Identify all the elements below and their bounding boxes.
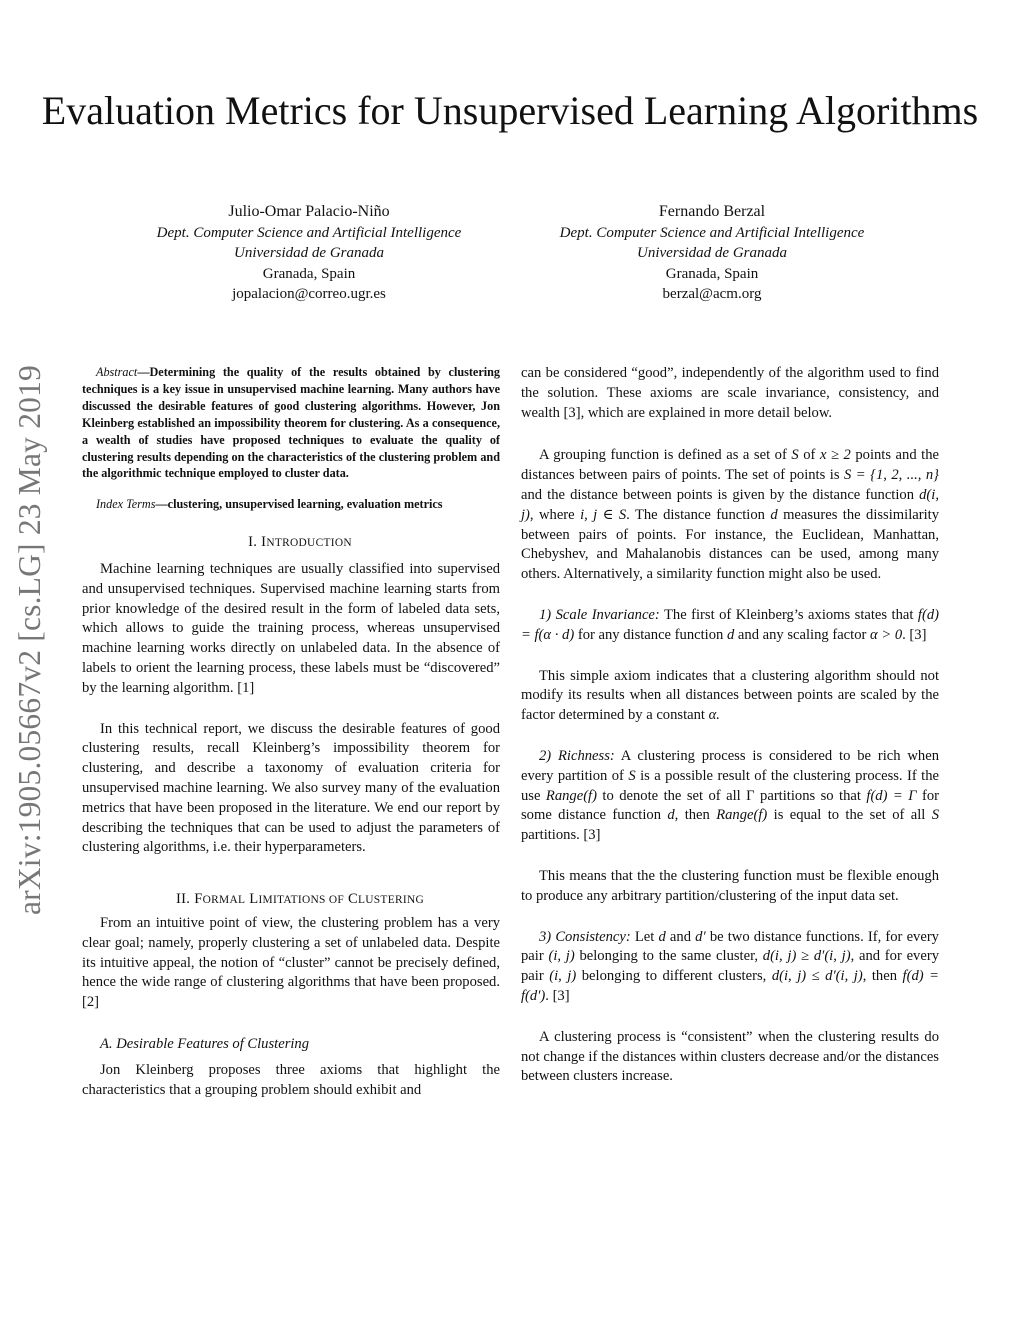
abstract-text: —Determining the quality of the results obtained by clustering techniques is a key issue in unsupervised machine learning. Many authors have discussed the desirable features of good clustering algorithms. However, Jon Kleinberg established an impossibility theorem for clustering. As a consequence, a wealth of studies have proposed techniques to evaluate the quality of clustering results depending on the characteristics of the clustering problem and the algorithmic technique employed to cluster data.: [82, 365, 500, 481]
arxiv-stamp-text: arXiv:1905.05667v2 [cs.LG] 23 May 2019: [12, 364, 47, 916]
right-paragraph-0: can be considered “good”, independently of the algorithm used to find the solution. These axioms are scale invariance, consistency, and wealth [3], which are explained in more detail below.: [521, 365, 939, 421]
author-name: Julio-Omar Palacio-Niño: [228, 203, 390, 220]
richness-heading: 2) Richness:: [539, 747, 615, 764]
scale-invariance-paragraph: 1) Scale Invariance: The first of Kleinberg’s axioms states that f(d) = f(α · d) for any distance function d and any scaling factor α > 0. [3]: [521, 606, 939, 643]
paper-title: Evaluation Metrics for Unsupervised Learning Algorithms: [41, 88, 979, 133]
grouping-function-paragraph: A grouping function is defined as a set of S of x ≥ 2 points and the distances between pairs of points. The set of points is S = {1, 2, ..., n} and the distance between points is given by the distance function d(i, j), where i, j ∈ S. The distance function d measures the dissimilarity between pairs of points. For instance, the Euclidean, Manhattan, Chebyshev, and Mahalanobis distances can be used, among many others. Alternatively, a similarity function might also be used.: [521, 447, 940, 583]
author-city: Granada, Spain: [262, 265, 356, 282]
subsection-heading-desirable-features: A. Desirable Features of Clustering: [100, 1035, 310, 1052]
index-terms-label: Index Terms: [96, 497, 156, 512]
scale-invariance-explanation: This simple axiom indicates that a clustering algorithm should not modify its results when all distances between points are scaled by the factor determined by a constant α.: [521, 667, 939, 724]
scale-invariance-heading: 1) Scale Invariance:: [539, 606, 660, 623]
author-name: Fernando Berzal: [658, 203, 766, 220]
consistency-paragraph: 3) Consistency: Let d and d′ be two distance functions. If, for every pair (i, j) belonging to the same cluster, d(i, j) ≥ d′(i, j), and for every pair (i, j) belonging to different clusters, d(i, j) ≤ d′(i, j), then f(d) = f(d′). [3]: [521, 928, 939, 1004]
intro-paragraph-1: Machine learning techniques are usually classified into supervised and unsupervised techniques. Supervised machine learning starts from prior knowledge of the desired result in the form of labeled data sets, which allows to guide the training process, whereas unsupervised machine learning works directly on unlabeled data. In the absence of labels to orient the learning process, these labels must be “discovered” by the learning algorithm. [1]: [82, 561, 500, 696]
intro-paragraph-2: In this technical report, we discuss the desirable features of good clustering results, recall Kleinberg’s impossibility theorem for clustering, and describe a taxonomy of evaluation criteria for unsupervised machine learning. We also survey many of the evaluation metrics that have been proposed in the literature. We end our report by describing the techniques that can be used to adjust the parameters of clustering algorithms, i.e. their hyperparameters.: [82, 720, 500, 856]
abstract: [82, 364, 500, 482]
index-terms: [82, 496, 500, 513]
author-city: Granada, Spain: [665, 265, 759, 282]
right-column: [521, 364, 939, 1087]
section-heading-formal-limitations: II. FORMAL LIMITATIONS OF CLUSTERING: [175, 891, 424, 908]
abstract-label: Abstract: [96, 365, 138, 379]
section-heading-introduction: I. INTRODUCTION: [248, 534, 352, 551]
author-block-2: [512, 202, 912, 305]
author-block-1: [109, 202, 509, 305]
consistency-explanation: A clustering process is “consistent” when the clustering results do not change if the distances within clusters decrease and/or the distances between clusters increase.: [521, 1028, 939, 1085]
author-email[interactable]: berzal@acm.org: [662, 286, 762, 302]
consistency-heading: 3) Consistency:: [539, 928, 631, 945]
formal-paragraph-1: From an intuitive point of view, the clustering problem has a very clear goal; namely, properly clustering a set of unlabeled data. Despite its intuitive appeal, the notion of “cluster” cannot be precisely defined, hence the wide range of clustering algorithms that have been proposed. [2]: [82, 915, 500, 1011]
author-university: Universidad de Granada: [234, 245, 384, 261]
index-terms-text: —clustering, unsupervised learning, evaluation metrics: [155, 497, 443, 512]
author-dept: Dept. Computer Science and Artificial Intelligence: [156, 224, 462, 241]
desirable-paragraph-1: Jon Kleinberg proposes three axioms that highlight the characteristics that a grouping problem should exhibit and: [82, 1061, 500, 1098]
left-column: [82, 364, 500, 1100]
richness-paragraph: 2) Richness: A clustering process is considered to be rich when every partition of S is a possible result of the clustering process. If the use Range(f) to denote the set of all Γ partitions so that f(d) = Γ for some distance function d, then Range(f) is equal to the set of all S partitions. [3]: [521, 747, 940, 844]
author-university: Universidad de Granada: [637, 245, 787, 261]
richness-explanation: This means that the the clustering function must be flexible enough to produce any arbitrary partition/clustering of the input data set.: [521, 867, 939, 904]
author-dept: Dept. Computer Science and Artificial Intelligence: [559, 224, 865, 241]
author-email[interactable]: jopalacion@correo.ugr.es: [232, 286, 386, 302]
arxiv-stamp: [8, 340, 52, 940]
